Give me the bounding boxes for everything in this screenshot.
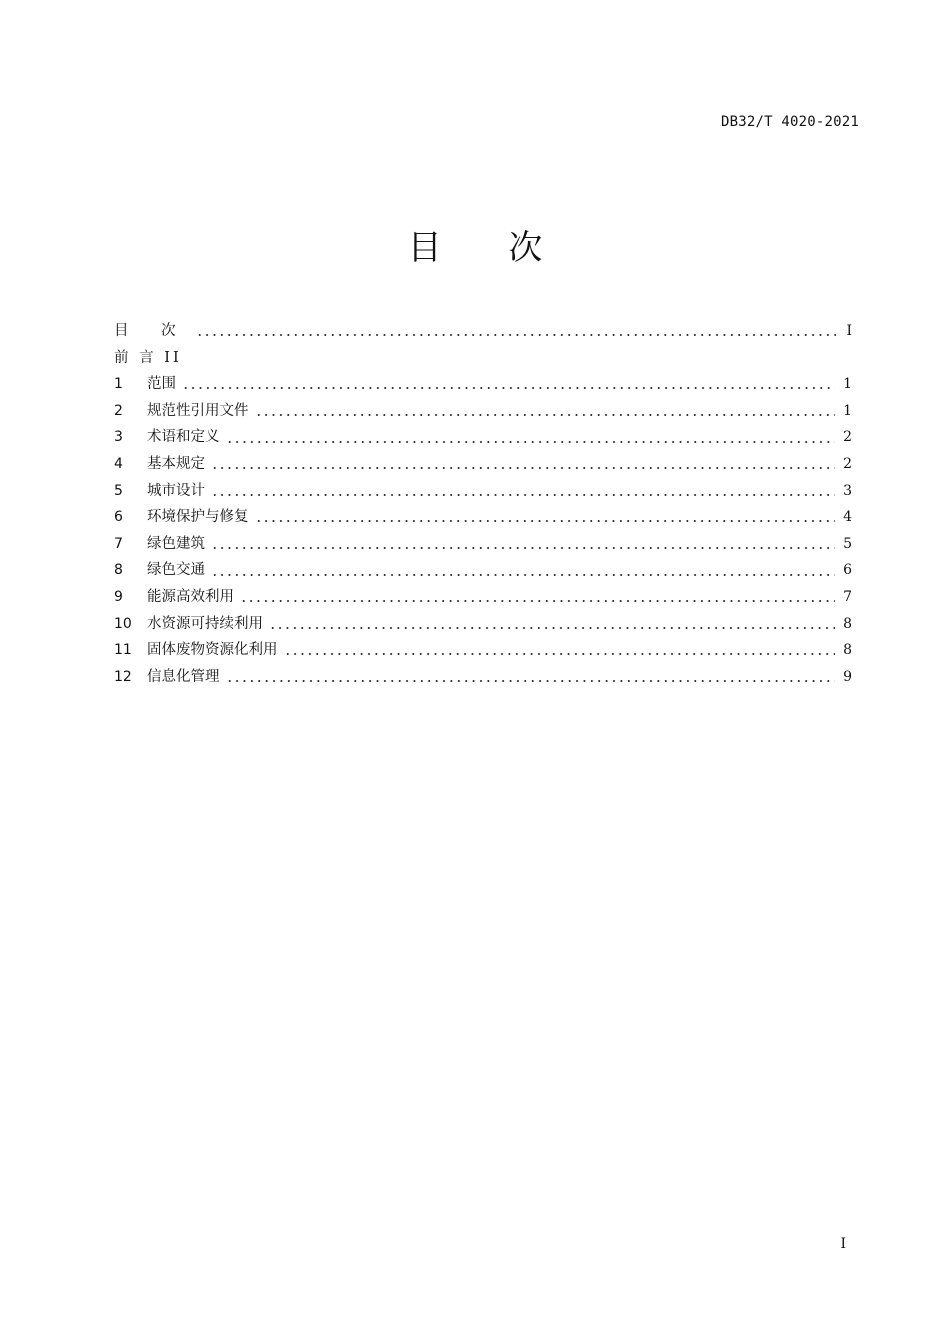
dot-leader <box>226 680 836 682</box>
toc-section-number: 11 <box>114 642 132 659</box>
toc-section-number: 6 <box>114 509 123 526</box>
toc-page-number: 2 <box>843 429 852 446</box>
dot-leader <box>211 574 835 576</box>
toc-label: 能源高效利用 <box>147 588 234 605</box>
dot-leader <box>255 520 836 522</box>
table-of-contents <box>114 318 852 690</box>
toc-entry-5[interactable] <box>114 478 852 505</box>
toc-label: 基本规定 <box>147 455 205 472</box>
dot-leader <box>211 467 835 469</box>
toc-section-number: 5 <box>114 482 123 499</box>
toc-page-number: 4 <box>843 509 852 526</box>
toc-page-number: 2 <box>843 455 852 472</box>
toc-page-number: 8 <box>843 615 852 632</box>
toc-section-number: 4 <box>114 455 123 472</box>
toc-section-number: 12 <box>114 668 132 685</box>
toc-entry-12[interactable] <box>114 664 852 691</box>
toc-page-number: 5 <box>843 535 852 552</box>
toc-entry-foreword[interactable] <box>114 345 852 372</box>
toc-section-number: 10 <box>114 615 132 632</box>
dot-leader <box>240 600 835 602</box>
toc-entry-4[interactable] <box>114 451 852 478</box>
toc-label: 绿色交通 <box>147 562 205 579</box>
toc-section-number: 9 <box>114 588 123 605</box>
toc-page-number: 8 <box>843 642 852 659</box>
toc-page-number: 9 <box>843 668 852 685</box>
toc-entry-11[interactable] <box>114 637 852 664</box>
toc-entry-10[interactable] <box>114 611 852 638</box>
toc-label: 城市设计 <box>147 482 205 499</box>
page-title: 目 次 <box>407 228 571 268</box>
toc-entry-9[interactable] <box>114 584 852 611</box>
dot-leader <box>196 334 836 336</box>
toc-page-number: 6 <box>843 562 852 579</box>
footer-page-number: I <box>840 1236 846 1252</box>
toc-section-number: 2 <box>114 402 123 419</box>
toc-section-number: 7 <box>114 535 123 552</box>
toc-label: 信息化管理 <box>147 668 220 685</box>
toc-page-number: I <box>846 323 852 339</box>
toc-section-number: 8 <box>114 562 123 579</box>
toc-entry-1[interactable] <box>114 371 852 398</box>
dot-leader <box>226 441 836 443</box>
toc-label: 范围 <box>147 376 176 393</box>
toc-entry-7[interactable] <box>114 531 852 558</box>
toc-entry-3[interactable] <box>114 424 852 451</box>
toc-entry-contents[interactable] <box>114 318 852 345</box>
dot-leader <box>182 387 835 389</box>
dot-leader <box>269 627 835 629</box>
toc-label: 绿色建筑 <box>147 535 205 552</box>
toc-entry-2[interactable] <box>114 398 852 425</box>
toc-entry-6[interactable] <box>114 504 852 531</box>
toc-page-number: 1 <box>843 376 852 393</box>
toc-label: 环境保护与修复 <box>147 509 249 526</box>
dot-leader <box>255 414 836 416</box>
toc-page-number: 1 <box>843 402 852 419</box>
toc-label: 前 言 II <box>114 349 182 366</box>
toc-label: 水资源可持续利用 <box>147 615 263 632</box>
standard-code: DB32/T 4020-2021 <box>720 114 859 130</box>
toc-label: 术语和定义 <box>147 429 220 446</box>
toc-label: 目 次 <box>114 323 190 339</box>
toc-label: 固体废物资源化利用 <box>147 642 278 659</box>
toc-section-number: 1 <box>114 376 123 393</box>
toc-label: 规范性引用文件 <box>147 402 249 419</box>
toc-page-number: 3 <box>843 482 852 499</box>
dot-leader <box>211 494 835 496</box>
toc-entry-8[interactable] <box>114 557 852 584</box>
dot-leader <box>284 653 836 655</box>
toc-section-number: 3 <box>114 429 123 446</box>
toc-page-number: 7 <box>843 588 852 605</box>
dot-leader <box>211 547 835 549</box>
